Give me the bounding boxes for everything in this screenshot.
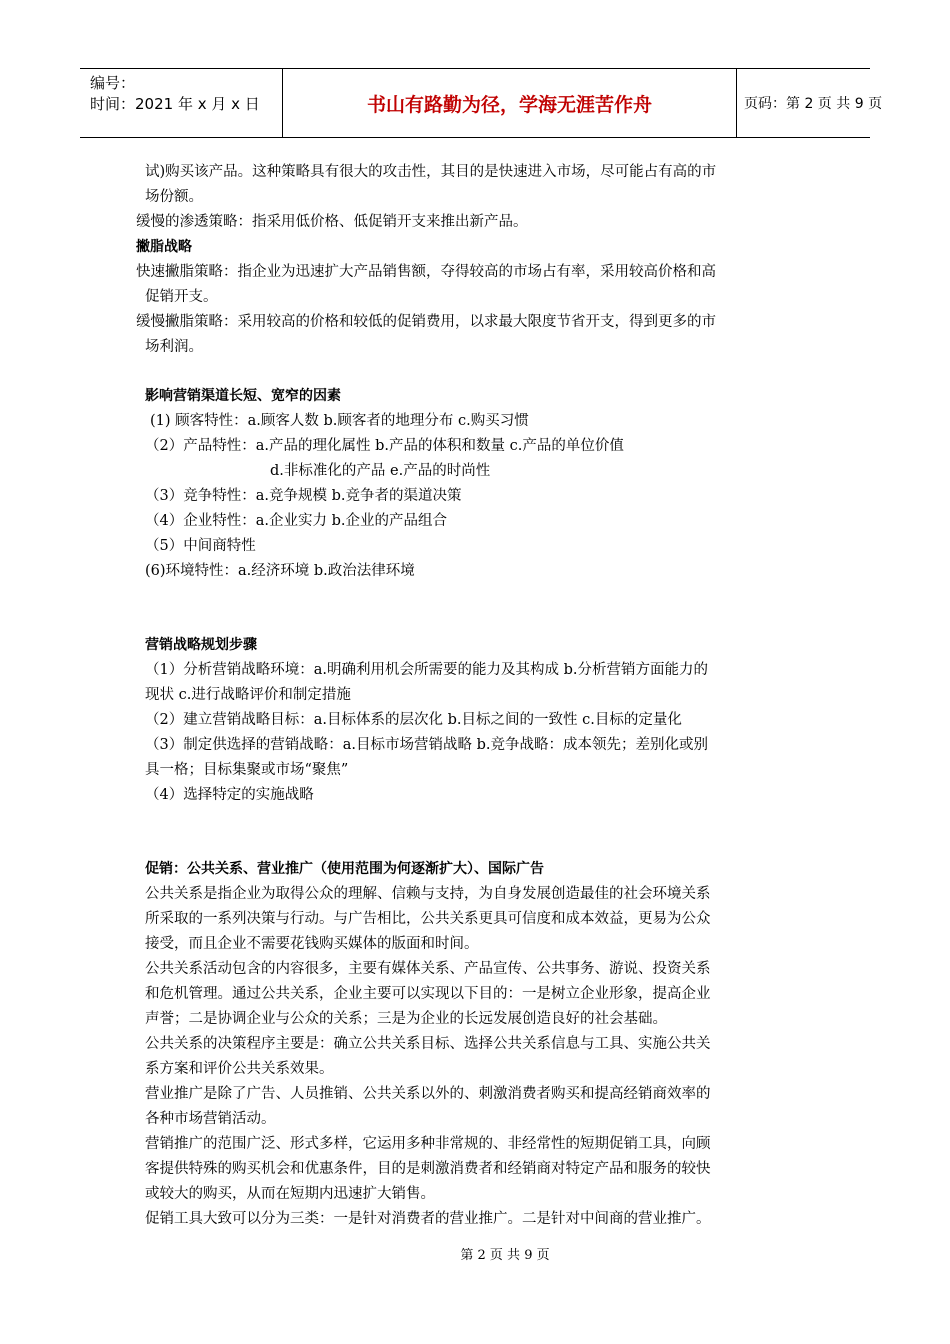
header-meta bbox=[80, 69, 283, 137]
page-footer: 第 2 页 共 9 页 bbox=[460, 1248, 550, 1263]
paragraph-line: 营业推广是除了广告、人员推销、公共关系以外的、刺激消费者购买和提高经销商效率的 bbox=[145, 1086, 711, 1102]
list-item: (6)环境特性：a.经济环境 b.政治法律环境 bbox=[145, 563, 415, 579]
paragraph-line: 声誉；二是协调企业与公众的关系；三是为企业的长远发展创造良好的社会基础。 bbox=[145, 1011, 667, 1027]
list-item: （5）中间商特性 bbox=[145, 538, 256, 554]
paragraph-line: 客提供特殊的购买机会和优惠条件，目的是刺激消费者和经销商对特定产品和服务的较快 bbox=[145, 1161, 711, 1177]
header-page-code: 页码：第 2 页 共 9 页 bbox=[744, 96, 883, 112]
paragraph-line: 快速撇脂策略：指企业为迅速扩大产品销售额，夺得较高的市场占有率，采用较高价格和高 bbox=[136, 264, 716, 280]
list-item: 现状 c.进行战略评价和制定措施 bbox=[145, 687, 351, 703]
paragraph-line: 公共关系的决策程序主要是：确立公共关系目标、选择公共关系信息与工具、实施公共关 bbox=[145, 1036, 711, 1052]
paragraph-line: 缓慢的渗透策略：指采用低价格、低促销开支来推出新产品。 bbox=[136, 214, 528, 230]
list-item: （1）分析营销战略环境：a.明确利用机会所需要的能力及其构成 b.分析营销方面能力的 bbox=[145, 662, 708, 678]
document-number-label: 编号： bbox=[90, 74, 136, 92]
paragraph-line: 试)购买该产品。这种策略具有很大的攻击性，其目的是快速进入市场，尽可能占有高的市 bbox=[145, 164, 717, 180]
section-heading: 撇脂战略 bbox=[136, 239, 192, 255]
paragraph-line: 公共关系是指企业为取得公众的理解、信赖与支持，为自身发展创造最佳的社会环境关系 bbox=[145, 886, 711, 902]
list-item: （4）选择特定的实施战略 bbox=[145, 787, 314, 803]
list-item: （4）企业特性：a.企业实力 b.企业的产品组合 bbox=[145, 513, 447, 529]
paragraph-line: 促销开支。 bbox=[145, 289, 218, 305]
paragraph-line: 系方案和评价公共关系效果。 bbox=[145, 1061, 334, 1077]
paragraph-line: 和危机管理。通过公共关系，企业主要可以实现以下目的：一是树立企业形象，提高企业 bbox=[145, 986, 711, 1002]
paragraph-line: 促销工具大致可以分为三类：一是针对消费者的营业推广。二是针对中间商的营业推广。 bbox=[145, 1211, 711, 1227]
paragraph-line: 缓慢撇脂策略：采用较高的价格和较低的促销费用，以求最大限度节省开支，得到更多的市 bbox=[136, 314, 716, 330]
header-slogan: 书山有路勤为径，学海无涯苦作舟 bbox=[283, 69, 737, 137]
list-item: （2）建立营销战略目标：a.目标体系的层次化 b.目标之间的一致性 c.目标的定量化 bbox=[145, 712, 682, 728]
page-header bbox=[80, 68, 883, 138]
list-item: 具一格；目标集聚或市场“聚焦” bbox=[145, 762, 349, 778]
paragraph-line: 公共关系活动包含的内容很多，主要有媒体关系、产品宣传、公共事务、游说、投资关系 bbox=[145, 961, 711, 977]
section-heading: 影响营销渠道长短、宽窄的因素 bbox=[145, 388, 341, 404]
paragraph-line: 接受，而且企业不需要花钱购买媒体的版面和时间。 bbox=[145, 936, 479, 952]
list-item: （3）竞争特性：a.竞争规模 b.竞争者的渠道决策 bbox=[145, 488, 462, 504]
paragraph-line: 场份额。 bbox=[145, 189, 203, 205]
section-heading: 营销战略规划步骤 bbox=[145, 637, 257, 653]
list-item: （2）产品特性：a.产品的理化属性 b.产品的体积和数量 c.产品的单位价值 bbox=[145, 438, 624, 454]
paragraph-line: 或较大的购买，从而在短期内迅速扩大销售。 bbox=[145, 1186, 435, 1202]
list-item: (1) 顾客特性：a.顾客人数 b.顾客者的地理分布 c.购买习惯 bbox=[150, 413, 529, 429]
list-item: d.非标准化的产品 e.产品的时尚性 bbox=[270, 463, 491, 479]
paragraph-line: 营销推广的范围广泛、形式多样，它运用多种非常规的、非经常性的短期促销工具，向顾 bbox=[145, 1136, 711, 1152]
paragraph-line: 各种市场营销活动。 bbox=[145, 1111, 276, 1127]
document-date: 时间：2021 年 x 月 x 日 bbox=[90, 95, 260, 113]
paragraph-line: 场利润。 bbox=[145, 339, 203, 355]
paragraph-line: 所采取的一系列决策与行动。与广告相比，公共关系更具可信度和成本效益，更易为公众 bbox=[145, 911, 711, 927]
list-item: （3）制定供选择的营销战略：a.目标市场营销战略 b.竞争战略：成本领先；差别化或别 bbox=[145, 737, 708, 753]
section-heading: 促销：公共关系、营业推广（使用范围为何逐渐扩大）、国际广告 bbox=[145, 861, 544, 877]
